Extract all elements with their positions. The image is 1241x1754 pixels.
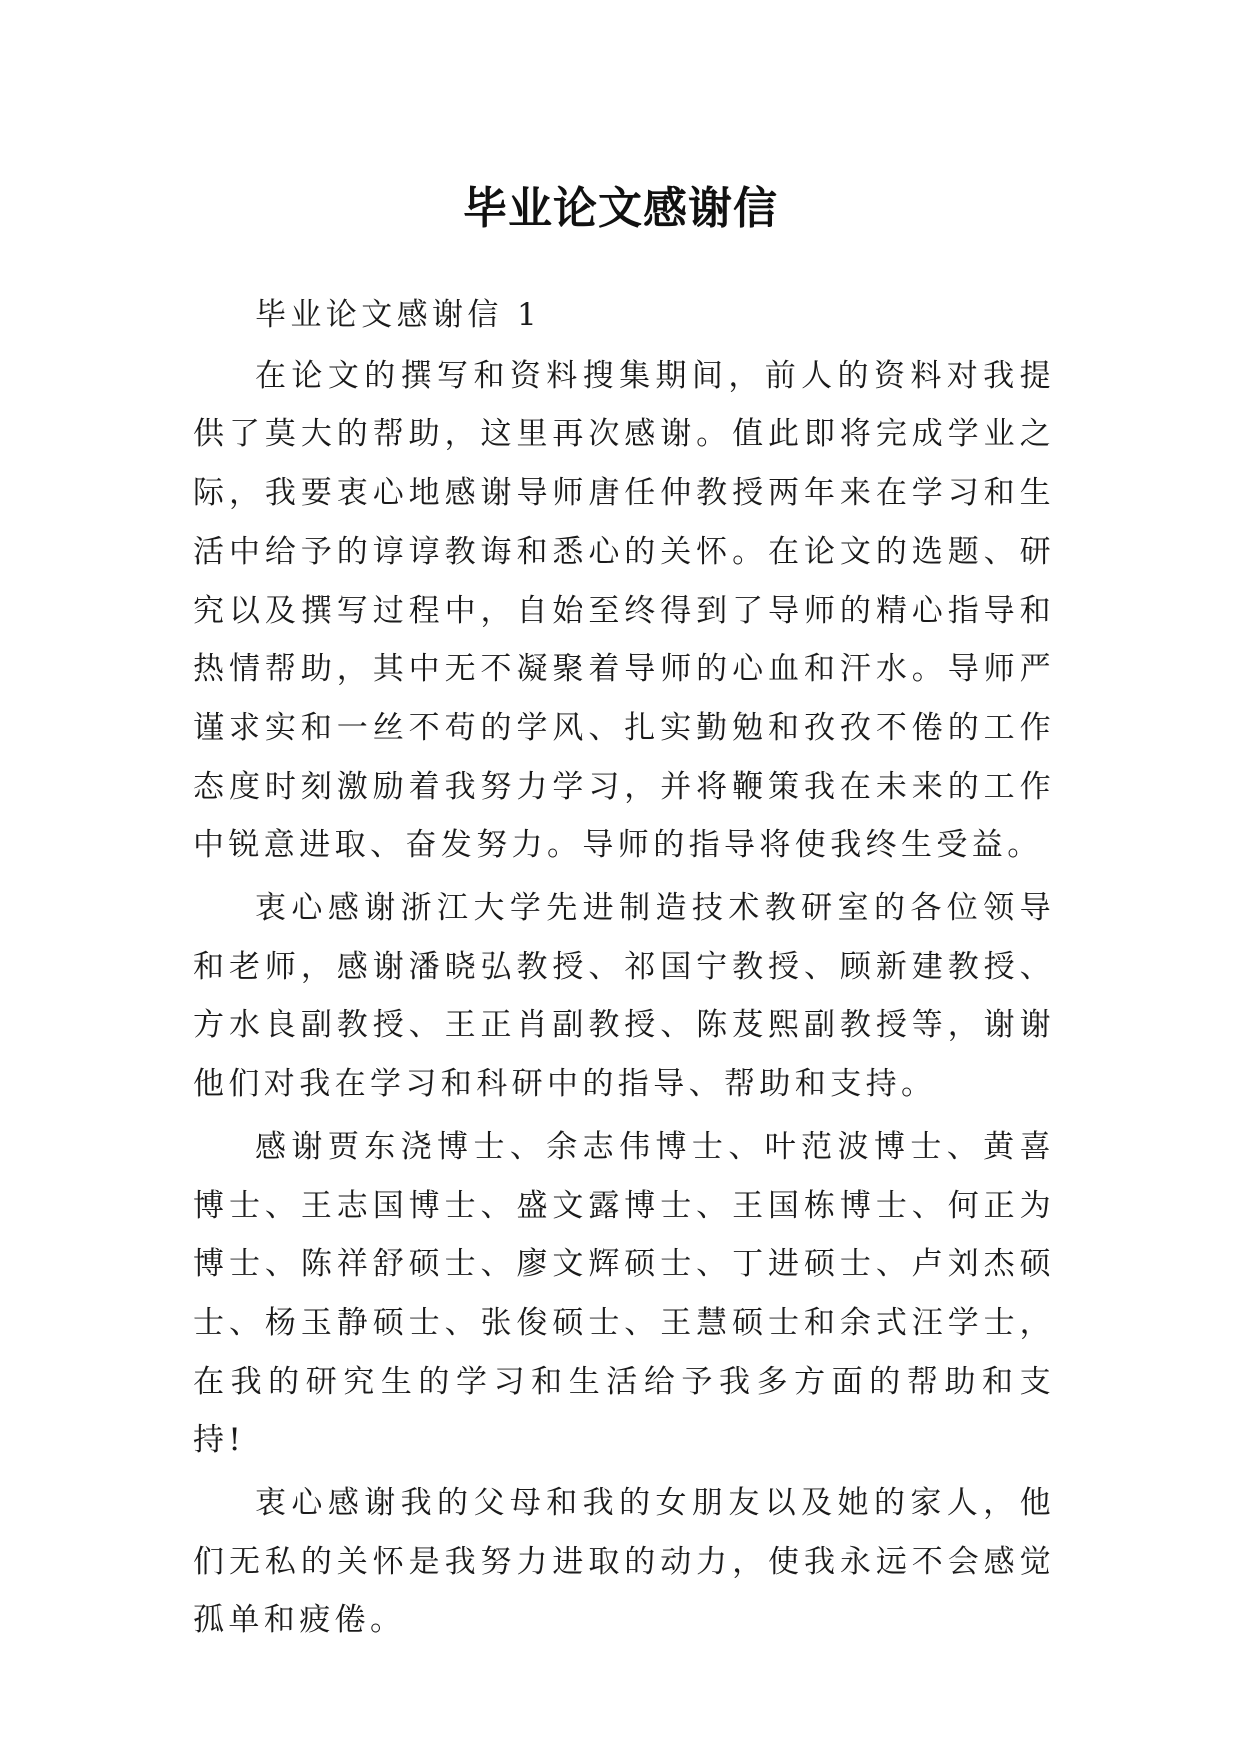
document-title: 毕业论文感谢信 <box>463 183 778 235</box>
paragraph-peers-thanks: 感谢贾东浇博士、余志伟博士、叶范波博士、黄喜博士、王志国博士、盛文露博士、王国栋博士、何正为博士、陈祥舒硕士、廖文辉硕士、丁进硕士、卢刘杰硕士、杨玉静硕士、张俊硕士、王慧硕士和余式汪学士，在我的研究生的学习和生活给予我多方面的帮助和支持! <box>193 1128 1055 1459</box>
paragraph-advisor-thanks: 在论文的撰写和资料搜集期间，前人的资料对我提供了莫大的帮助，这里再次感谢。值此即将完成学业之际，我要衷心地感谢导师唐任仲教授两年来在学习和生活中给予的谆谆教诲和悉心的关怀。在论文的选题、研究以及撰写过程中，自始至终得到了导师的精心指导和热情帮助，其中无不凝聚着导师的心血和汗水。导师严谨求实和一丝不苟的学风、扎实勤勉和孜孜不倦的工作态度时刻激励着我努力学习，并将鞭策我在未来的工作中锐意进取、奋发努力。导师的指导将使我终生受益。 <box>193 357 1055 864</box>
paragraph-faculty-thanks: 衷心感谢浙江大学先进制造技术教研室的各位领导和老师，感谢潘晓弘教授、祁国宁教授、顾新建教授、方水良副教授、王正肖副教授、陈芨熙副教授等，谢谢他们对我在学习和科研中的指导、帮助和支持。 <box>193 890 1055 1103</box>
document-body <box>193 286 1055 1650</box>
paragraph-family-thanks: 衷心感谢我的父母和我的女朋友以及她的家人，他们无私的关怀是我努力进取的动力，使我永远不会感觉孤单和疲倦。 <box>193 1485 1055 1639</box>
section-heading: 毕业论文感谢信 1 <box>255 297 542 333</box>
